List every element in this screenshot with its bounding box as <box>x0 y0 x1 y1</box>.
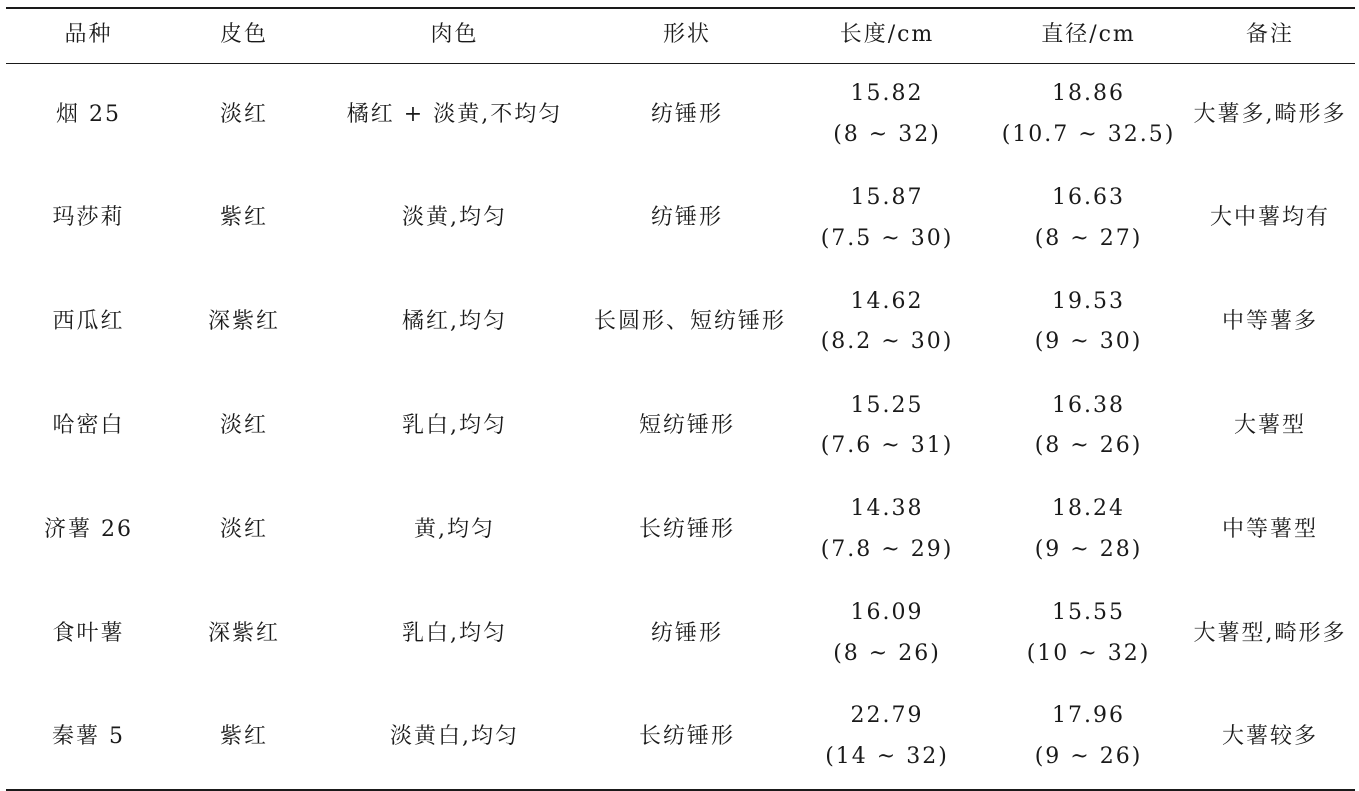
cell-variety: 哈密白 <box>52 412 125 438</box>
cell-flesh-color: 淡黄,均匀 <box>402 205 507 231</box>
diameter-range: (9 ~ 26) <box>1034 744 1143 770</box>
diameter-mean: 15.55 <box>1052 600 1125 626</box>
cell-flesh-color: 橘红 + 淡黄,不均匀 <box>346 101 563 127</box>
header-flesh-color: 肉色 <box>430 22 479 48</box>
cell-note: 大薯多,畸形多 <box>1193 101 1347 127</box>
cell-diameter <box>992 582 1185 686</box>
cell-shape: 长纺锤形 <box>638 723 735 749</box>
length-mean: 15.87 <box>850 185 924 210</box>
cell-length <box>782 478 992 582</box>
header-row <box>6 8 1355 63</box>
cell-diameter <box>992 63 1185 167</box>
cell-variety: 玛莎莉 <box>52 205 125 231</box>
cell-length <box>782 63 992 167</box>
cell-note: 大薯型,畸形多 <box>1193 620 1347 646</box>
cell-skin-color: 深紫红 <box>207 620 280 646</box>
cell-shape: 长纺锤形 <box>638 516 735 542</box>
data-table-container <box>6 7 1355 791</box>
cell-note: 中等薯型 <box>1221 516 1318 542</box>
cell-variety: 食叶薯 <box>52 620 125 646</box>
cell-length <box>782 686 992 790</box>
cell-skin-color: 深紫红 <box>207 309 280 335</box>
length-range: (7.6 ~ 31) <box>820 433 954 459</box>
diameter-mean: 18.24 <box>1052 496 1125 522</box>
diameter-range: (8 ~ 27) <box>1034 225 1143 251</box>
table-row <box>6 582 1355 686</box>
cell-variety: 济薯 26 <box>44 516 133 542</box>
cell-flesh-color: 橘红,均匀 <box>402 309 507 335</box>
diameter-mean: 19.53 <box>1052 288 1125 314</box>
table-row <box>6 167 1355 271</box>
cell-variety: 烟 25 <box>56 101 121 127</box>
diameter-mean: 17.96 <box>1052 703 1125 729</box>
diameter-mean: 18.86 <box>1052 81 1125 107</box>
cell-flesh-color: 乳白,均匀 <box>402 412 507 438</box>
length-range: (7.5 ~ 30) <box>820 225 954 251</box>
cell-note: 大中薯均有 <box>1209 205 1330 231</box>
cell-flesh-color: 淡黄白,均匀 <box>390 723 519 749</box>
cell-shape: 纺锤形 <box>650 620 723 646</box>
header-diameter: 直径/cm <box>1041 22 1136 48</box>
header-variety: 品种 <box>64 22 113 48</box>
cell-skin-color: 紫红 <box>219 205 268 231</box>
cell-diameter <box>992 686 1185 790</box>
diameter-range: (9 ~ 30) <box>1034 329 1143 355</box>
cell-shape: 纺锤形 <box>650 101 723 127</box>
header-note: 备注 <box>1245 22 1294 48</box>
length-range: (8 ~ 26) <box>833 640 941 666</box>
cell-skin-color: 紫红 <box>219 723 268 749</box>
cell-variety: 西瓜红 <box>52 309 125 335</box>
diameter-range: (8 ~ 26) <box>1034 433 1143 459</box>
length-mean: 14.62 <box>850 288 924 314</box>
length-range: (14 ~ 32) <box>825 744 949 770</box>
table-row <box>6 686 1355 790</box>
cell-length <box>782 271 992 375</box>
cell-shape: 长圆形、短纺锤形 <box>594 309 787 335</box>
length-range: (7.8 ~ 29) <box>820 537 954 563</box>
diameter-range: (9 ~ 28) <box>1034 537 1143 563</box>
table-body <box>6 63 1355 790</box>
table-row <box>6 478 1355 582</box>
variety-table <box>6 7 1355 791</box>
cell-shape: 短纺锤形 <box>638 412 735 438</box>
cell-note: 大薯较多 <box>1221 723 1318 749</box>
cell-skin-color: 淡红 <box>219 412 268 438</box>
cell-length <box>782 167 992 271</box>
table-row <box>6 374 1355 478</box>
diameter-range: (10.7 ~ 32.5) <box>1001 122 1176 148</box>
cell-diameter <box>992 167 1185 271</box>
cell-flesh-color: 黄,均匀 <box>414 516 495 542</box>
length-mean: 15.25 <box>850 392 924 418</box>
table-row <box>6 271 1355 375</box>
cell-note: 大薯型 <box>1233 412 1306 438</box>
cell-variety: 秦薯 5 <box>52 723 125 749</box>
cell-shape: 纺锤形 <box>650 205 723 231</box>
header-skin-color: 皮色 <box>219 22 268 48</box>
length-range: (8.2 ~ 30) <box>820 329 954 355</box>
cell-diameter <box>992 271 1185 375</box>
length-range: (8 ~ 32) <box>833 122 941 148</box>
cell-skin-color: 淡红 <box>219 516 268 542</box>
cell-diameter <box>992 478 1185 582</box>
length-mean: 14.38 <box>850 496 924 522</box>
length-mean: 22.79 <box>850 703 924 729</box>
table-header <box>6 8 1355 63</box>
table-row <box>6 63 1355 167</box>
diameter-range: (10 ~ 32) <box>1026 640 1151 666</box>
header-shape: 形状 <box>662 22 711 48</box>
cell-note: 中等薯多 <box>1221 309 1318 335</box>
length-mean: 16.09 <box>850 600 924 626</box>
cell-flesh-color: 乳白,均匀 <box>402 620 507 646</box>
cell-skin-color: 淡红 <box>219 101 268 127</box>
header-length: 长度/cm <box>839 22 935 48</box>
length-mean: 15.82 <box>850 81 924 107</box>
cell-length <box>782 374 992 478</box>
diameter-mean: 16.38 <box>1052 392 1125 418</box>
cell-length <box>782 582 992 686</box>
diameter-mean: 16.63 <box>1052 185 1125 210</box>
cell-diameter <box>992 374 1185 478</box>
